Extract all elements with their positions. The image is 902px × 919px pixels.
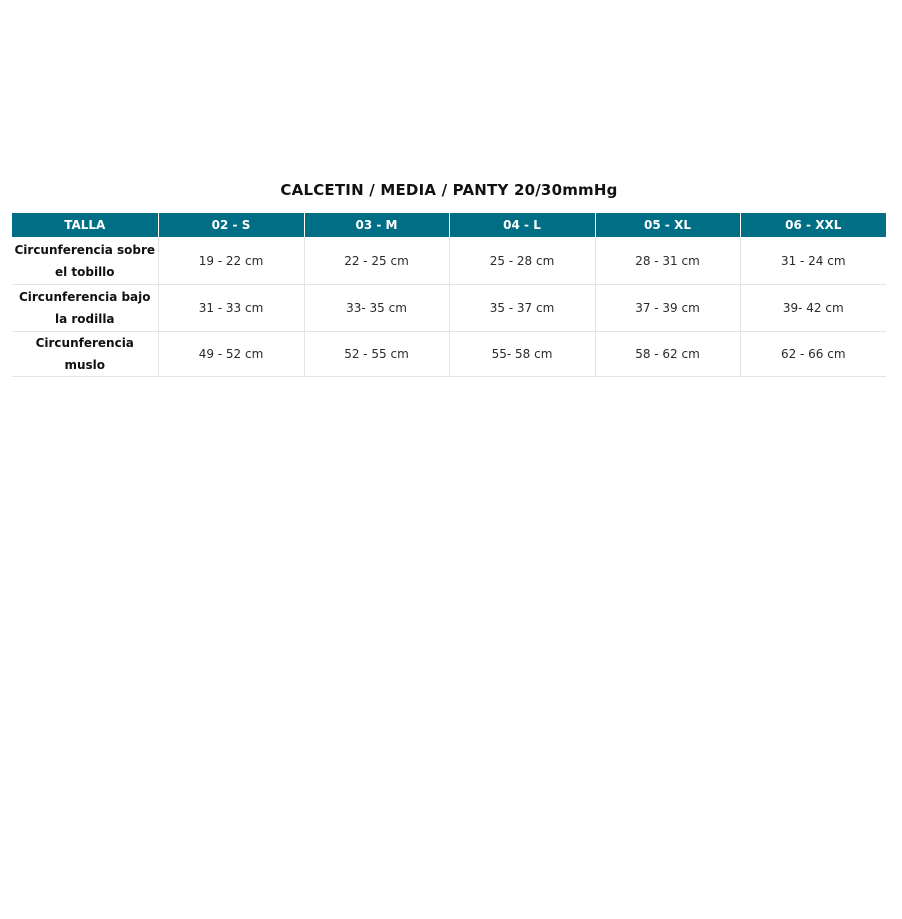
column-header-size-l: 04 - L	[449, 213, 595, 237]
table-header-row	[12, 213, 886, 237]
page-title: CALCETIN / MEDIA / PANTY 20/30mmHg	[280, 181, 618, 199]
table-row	[12, 237, 886, 285]
table-cell: 19 - 22 cm	[158, 237, 304, 285]
table-cell: 28 - 31 cm	[595, 237, 740, 285]
table-cell: 33- 35 cm	[304, 285, 449, 332]
size-chart-table	[12, 213, 886, 377]
table-cell: 62 - 66 cm	[740, 332, 886, 377]
table-row	[12, 332, 886, 377]
table-cell: 31 - 33 cm	[158, 285, 304, 332]
table-row	[12, 285, 886, 332]
row-label-thigh: Circunferencia muslo	[12, 332, 158, 377]
row-label-knee: Circunferencia bajo la rodilla	[12, 285, 158, 332]
row-label-ankle: Circunferencia sobre el tobillo	[12, 237, 158, 285]
table-cell: 49 - 52 cm	[158, 332, 304, 377]
table-cell: 22 - 25 cm	[304, 237, 449, 285]
column-header-size-m: 03 - M	[304, 213, 449, 237]
table-cell: 31 - 24 cm	[740, 237, 886, 285]
column-header-talla: TALLA	[12, 213, 158, 237]
table-cell: 35 - 37 cm	[449, 285, 595, 332]
table-cell: 52 - 55 cm	[304, 332, 449, 377]
column-header-size-xxl: 06 - XXL	[740, 213, 886, 237]
table-cell: 39- 42 cm	[740, 285, 886, 332]
table-cell: 25 - 28 cm	[449, 237, 595, 285]
table-cell: 58 - 62 cm	[595, 332, 740, 377]
table-cell: 55- 58 cm	[449, 332, 595, 377]
column-header-size-s: 02 - S	[158, 213, 304, 237]
table-cell: 37 - 39 cm	[595, 285, 740, 332]
column-header-size-xl: 05 - XL	[595, 213, 740, 237]
